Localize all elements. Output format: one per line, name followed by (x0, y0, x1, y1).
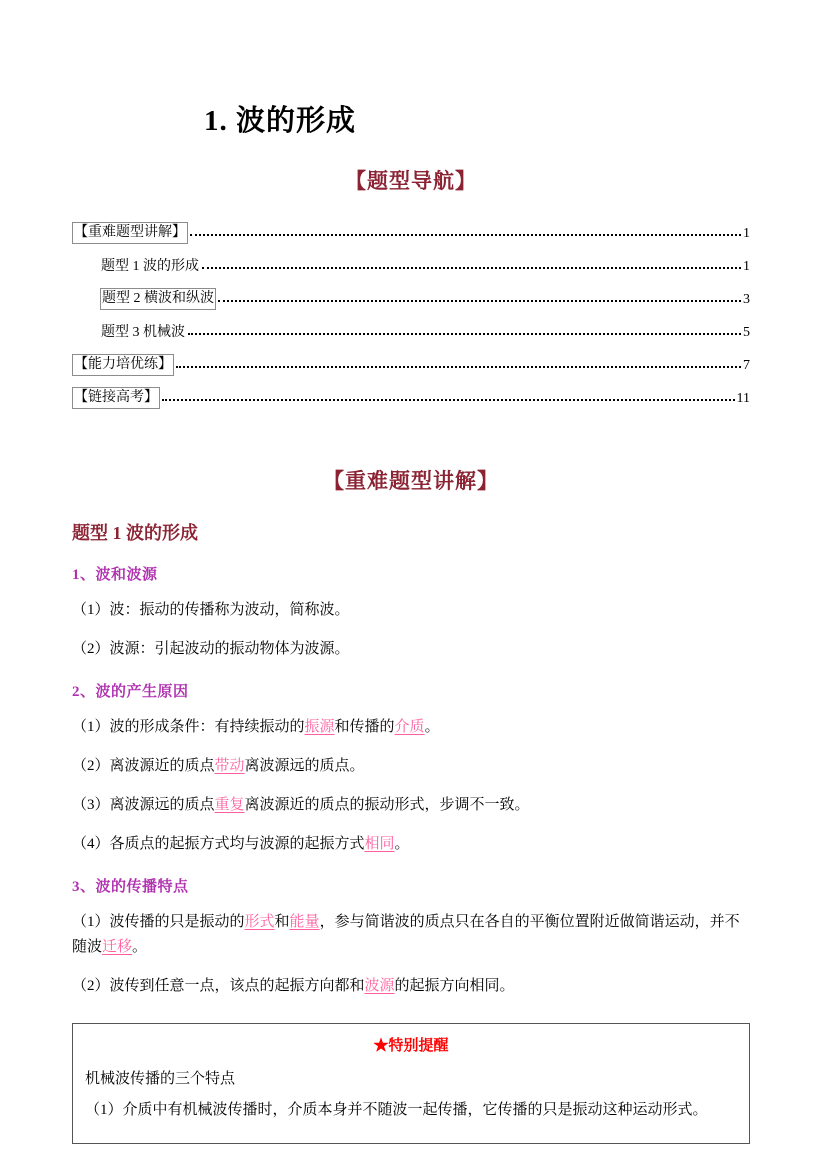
toc-item-page-number: 1 (743, 259, 750, 274)
paragraph (72, 832, 750, 857)
toc-item[interactable] (72, 211, 750, 244)
topic-heading: 题型 1 波的形成 (72, 523, 198, 543)
toc-dot-leader (202, 267, 741, 269)
toc-list (72, 211, 750, 409)
text-segment: 。 (132, 939, 148, 955)
note-lines (85, 1067, 737, 1123)
text-segment: 的起振方向相同。 (394, 978, 515, 994)
subheading: 3、波的传播特点 (72, 879, 189, 895)
text-segment: （1）波：振动的传播称为波动，简称波。 (72, 602, 350, 618)
text-segment: （2）离波源近的质点 (72, 758, 215, 774)
note-box-title: ★特别提醒 (373, 1038, 449, 1054)
toc-item[interactable] (72, 244, 750, 277)
text-segment: 和传播的 (334, 719, 395, 735)
document-title: 1. 波的形成 (204, 105, 357, 137)
keyword-highlight: 迁移 (102, 939, 133, 955)
paragraph (72, 637, 750, 662)
paragraph (72, 910, 750, 960)
text-segment: （2）波传到任意一点，该点的起振方向都和 (72, 978, 365, 994)
text-segment: ，参与简谐波的质点只在各自的平衡位置附近做简谐运动，并不随波 (72, 914, 740, 955)
toc-item-page-number: 7 (743, 358, 750, 373)
toc-item-page-number: 11 (736, 391, 750, 406)
toc-item-label[interactable]: 【能力培优练】 (72, 354, 174, 376)
keyword-highlight: 介质 (394, 719, 425, 735)
toc-item-label[interactable]: 题型 3 机械波 (101, 325, 185, 340)
paragraph (72, 793, 750, 818)
paragraph (72, 974, 750, 999)
toc-item[interactable] (72, 343, 750, 376)
toc-dot-leader (218, 300, 741, 302)
text-segment: （1）波传播的只是振动的 (72, 914, 245, 930)
keyword-highlight: 形式 (244, 914, 275, 930)
paragraph (72, 715, 750, 740)
text-segment: （4）各质点的起振方式均与波源的起振方式 (72, 836, 365, 852)
note-line: （1）介质中有机械波传播时，介质本身并不随波一起传播，它传播的只是振动这种运动形式。 (85, 1102, 708, 1118)
text-segment: （1）波的形成条件：有持续振动的 (72, 719, 305, 735)
text-segment: 离波源近的质点的振动形式，步调不一致。 (244, 797, 530, 813)
text-segment: 和 (274, 914, 290, 930)
toc-dot-leader (176, 366, 741, 368)
toc-item[interactable] (72, 376, 750, 409)
paragraph (72, 754, 750, 779)
toc-item-page-number: 1 (743, 226, 750, 241)
toc-item-label[interactable]: 【重难题型讲解】 (72, 222, 188, 244)
keyword-highlight: 波源 (364, 978, 395, 994)
text-segment: （2）波源：引起波动的振动物体为波源。 (72, 641, 350, 657)
toc-dot-leader (188, 333, 741, 335)
keyword-highlight: 振源 (304, 719, 335, 735)
toc-item-label[interactable]: 【链接高考】 (72, 387, 160, 409)
keyword-highlight: 带动 (214, 758, 245, 774)
note-box (72, 1023, 750, 1144)
toc-dot-leader (162, 399, 735, 401)
toc-item-page-number: 3 (743, 292, 750, 307)
toc-item[interactable] (72, 277, 750, 310)
text-segment: （3）离波源远的质点 (72, 797, 215, 813)
toc-item-label[interactable]: 题型 2 横波和纵波 (100, 288, 216, 310)
text-segment: 。 (424, 719, 440, 735)
toc-dot-leader (190, 234, 741, 236)
keyword-highlight: 重复 (214, 797, 245, 813)
text-segment: 离波源远的质点。 (244, 758, 365, 774)
toc-item-label[interactable]: 题型 1 波的形成 (101, 259, 199, 274)
section-header: 【重难题型讲解】 (323, 469, 499, 493)
text-segment: 。 (394, 836, 410, 852)
note-line: 机械波传播的三个特点 (85, 1071, 236, 1087)
subheading: 2、波的产生原因 (72, 684, 189, 700)
toc-item-page-number: 5 (743, 325, 750, 340)
content-blocks (72, 563, 750, 999)
keyword-highlight: 能量 (289, 914, 320, 930)
paragraph (72, 598, 750, 623)
toc-header: 【题型导航】 (345, 169, 477, 193)
toc-item[interactable] (72, 310, 750, 343)
subheading: 1、波和波源 (72, 567, 158, 583)
keyword-highlight: 相同 (364, 836, 395, 852)
